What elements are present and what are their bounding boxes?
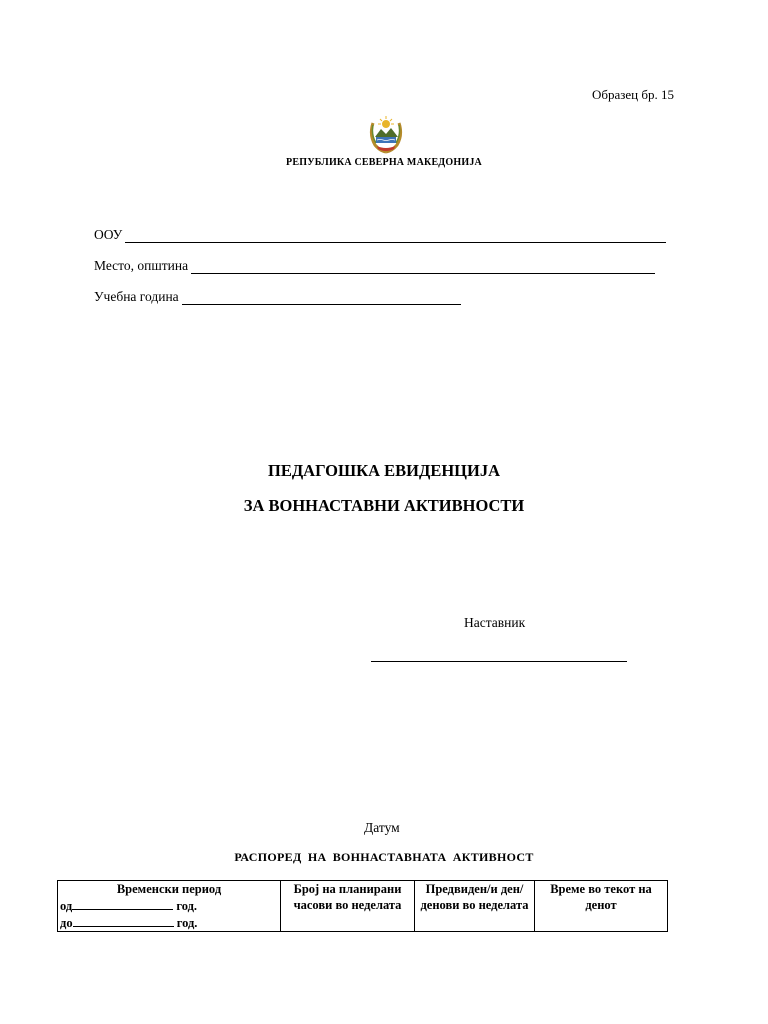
period-header: Временски период (116, 882, 222, 896)
school-field[interactable] (94, 227, 666, 243)
period-cell (58, 881, 281, 932)
school-label: ООУ (94, 227, 123, 242)
school-year-label: Учебна година (94, 289, 179, 304)
school-year-field[interactable] (94, 289, 461, 305)
time-of-day-header: Време во текот на денот (535, 881, 668, 932)
period-to-prefix: до (60, 916, 73, 930)
period-to (60, 914, 278, 931)
place-label: Место, општина (94, 258, 189, 273)
document-title-line1: ПЕДАГОШКА ЕВИДЕНЦИЈА (267, 461, 501, 480)
school-blank-line[interactable] (125, 228, 666, 243)
coat-of-arms-icon (367, 113, 405, 155)
schedule-title: РАСПОРЕД НА ВОННАСТАВНАТА АКТИВНОСТ (234, 850, 534, 864)
period-from-prefix: од (60, 899, 73, 913)
place-field[interactable] (94, 258, 655, 274)
school-year-blank-line[interactable] (182, 290, 461, 305)
date-label: Датум (364, 820, 400, 835)
teacher-signature-line[interactable] (371, 661, 627, 662)
planned-days-header: Предвиден/и ден/денови во неделата (415, 881, 535, 932)
table-row (58, 881, 668, 932)
republic-name: РЕПУБЛИКА СЕВЕРНА МАКЕДОНИЈА (286, 157, 482, 168)
period-to-suffix: год. (176, 916, 198, 930)
document-title-line2: ЗА ВОННАСТАВНИ АКТИВНОСТИ (243, 496, 525, 515)
form-number: Образец бр. 15 (592, 87, 674, 102)
place-blank-line[interactable] (191, 259, 655, 274)
planned-hours-header: Број на планирани часови во неделата (281, 881, 415, 932)
teacher-label: Наставник (464, 615, 526, 630)
period-from-suffix: год. (176, 899, 198, 913)
schedule-table (57, 880, 668, 932)
period-to-blank[interactable] (73, 914, 174, 927)
period-from (60, 897, 278, 914)
period-from-blank[interactable] (72, 897, 173, 910)
